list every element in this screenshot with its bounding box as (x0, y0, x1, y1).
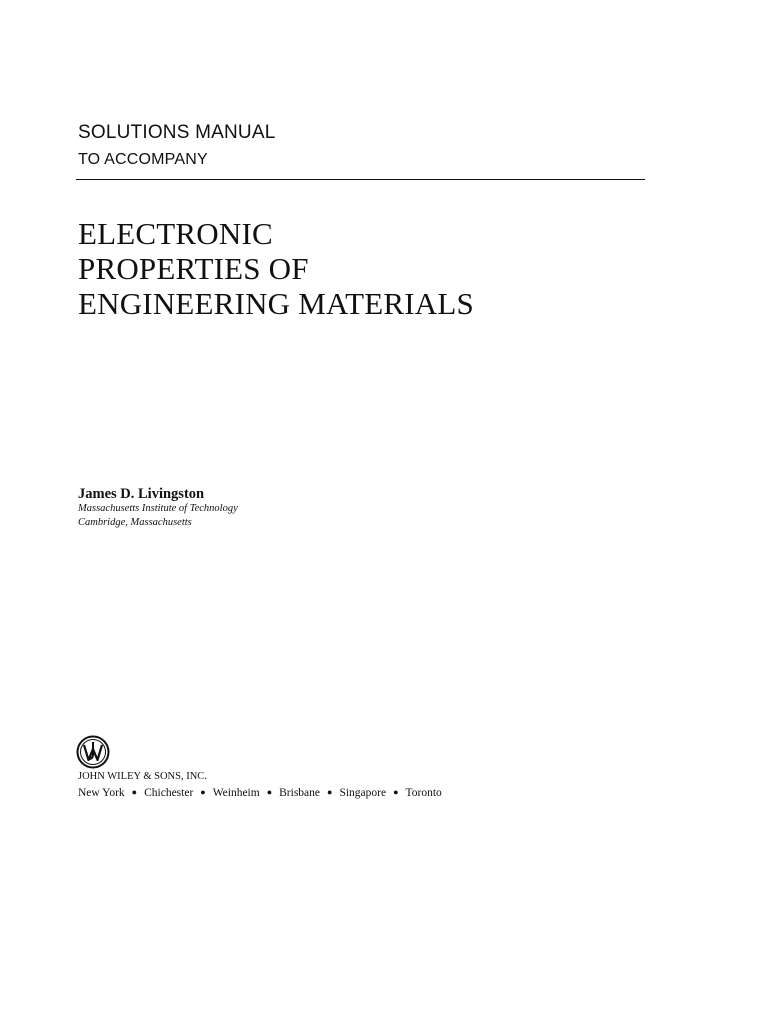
book-title (78, 216, 474, 321)
city-name: Toronto (405, 787, 442, 799)
publisher-name: JOHN WILEY & SONS, INC. (78, 771, 207, 782)
book-title-line: PROPERTIES OF (78, 251, 309, 286)
to-accompany-heading: TO ACCOMPANY (78, 151, 208, 168)
bullet-separator-icon: ● (327, 787, 333, 797)
book-title-line: ELECTRONIC (78, 216, 273, 251)
author-name: James D. Livingston (78, 486, 205, 502)
author-location: Cambridge, Massachusetts (78, 517, 192, 528)
bullet-separator-icon: ● (393, 787, 399, 797)
bullet-separator-icon: ● (131, 787, 138, 797)
solutions-manual-heading: SOLUTIONS MANUAL (78, 122, 276, 143)
wiley-logo-icon (76, 735, 110, 769)
publisher-cities (78, 787, 442, 799)
city-name: Singapore (339, 787, 387, 799)
city-name: Chichester (144, 787, 194, 799)
author-affiliation: Massachusetts Institute of Technology (78, 503, 238, 514)
bullet-separator-icon: ● (266, 787, 273, 797)
city-name: Brisbane (279, 787, 321, 799)
city-name: New York (78, 787, 125, 799)
city-name: Weinheim (212, 787, 260, 799)
bullet-separator-icon: ● (200, 787, 206, 797)
header-rule (76, 179, 645, 180)
book-title-line: ENGINEERING MATERIALS (78, 286, 474, 321)
